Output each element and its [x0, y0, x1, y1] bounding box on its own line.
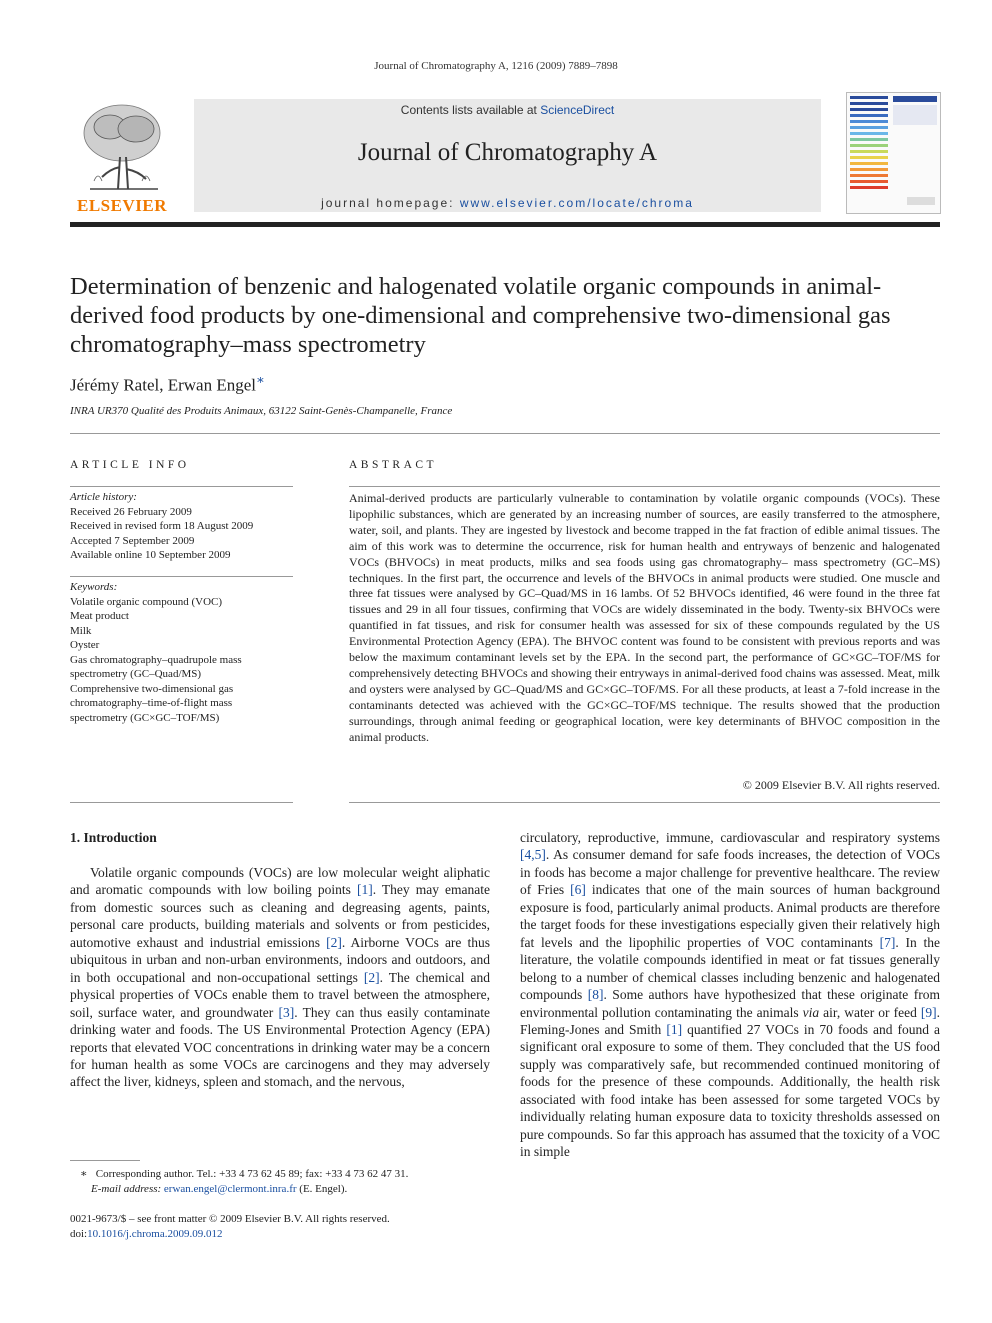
contents-prefix: Contents lists available at — [400, 103, 541, 117]
email-link[interactable]: erwan.engel@clermont.inra.fr — [163, 1182, 297, 1195]
article-title: Determination of benzenic and halogenated volatile organic compounds in animal-derived food products by one-dimensional and comprehensive two-dimensional gas chromatography–mass spectrometry — [70, 273, 891, 358]
keyword-list — [70, 595, 293, 726]
contents-line — [194, 103, 821, 117]
abstract-text: Animal-derived products are particularly vulnerable to contamination by volatile organic compounds (VOCs). These lipophilic substances, which are generated by an increasing number of sources, are easily transferred to the atmosphere, water, soil, and plants. They are ingested by livestock and become trapped in the fat fraction of edible animal tissues. The aim of this work was to determine the occurrence, risk for human health and entryways of benzenic and halogenated VOCs (BHVOCs) in meat products, milks and sea foods using gas chromatography– mass spectrometry (GC–MS) techniques. In the first part, the occurrence and levels of the BHVOCs in animal products were studied. One muscle and three fat tissues were analysed by GC–Quad/MS in 16 lambs. Of 52 BHVOCs identified, 46 were found in the three fat tissues and 29 in all four tissues, confirming that VOCs are widely disseminated in the body. Twenty-six BHVOCs were quantified in fat tissues, and risk for consumer health was assessed for six of these compounds regulated by the US Environmental Protection Agency (EPA). The BHVOC content was found to be consistent with previous reports and was below the maximum contaminant levels set by the EPA. In the second part, the performance of GC×GC–TOF/MS for comprehensively detecting BHVOCs and showing their entryways in animal-derived food chains was assessed. Meat, milk and oysters were analysed by GC–Quad/MS and GC×GC–TOF/MS. For all these products, at least a 7-fold increase in the contaminants detected was achieved with the GC×GC–TOF/MS technique. The results showed that the production surroundings, through animal feeding or geographical location, were key determinants of BHVOC composition in the animal products. — [349, 491, 940, 744]
article-history — [70, 490, 293, 563]
keywords-rule — [70, 576, 293, 577]
doi-label: doi: — [70, 1227, 88, 1240]
article-info-bottom-rule — [70, 802, 293, 803]
keyword-item: Meat product — [70, 610, 129, 622]
keyword-item: Milk — [70, 624, 92, 637]
section-heading-introduction: 1. Introduction — [70, 830, 157, 845]
article-info-rule — [70, 486, 293, 487]
citation-link[interactable]: [9] — [920, 1004, 937, 1020]
body-text: circulatory, reproductive, immune, cardiovascular and respiratory systems — [520, 830, 940, 845]
corresponding-footnote — [70, 1167, 510, 1182]
elsevier-wordmark: ELSEVIER — [77, 196, 167, 215]
article-info-heading: ARTICLE INFO — [70, 459, 190, 471]
email-suffix: (E. Engel). — [296, 1182, 348, 1195]
corresponding-text: Corresponding author. Tel.: +33 4 73 62 45 89; fax: +33 4 73 62 47 31. — [95, 1168, 409, 1180]
body-text: Volatile organic compounds (VOCs) are low molecular weight aliphatic and aromatic compounds with low boiling points — [70, 865, 490, 898]
doi-link[interactable]: 10.1016/j.chroma.2009.09.012 — [87, 1227, 223, 1240]
history-label: Article history: — [70, 491, 137, 503]
keyword-item: Volatile organic compound (VOC) — [70, 595, 223, 608]
body-text: . As consumer demand for safe foods increases, the detection of VOCs in foods has become a major challenge for preventive healthcare. The review of Fries — [520, 847, 940, 898]
citation-link[interactable]: [2] — [363, 969, 380, 985]
abstract-heading: ABSTRACT — [349, 459, 438, 471]
email-label: E-mail address: — [91, 1182, 162, 1195]
keyword-item: Comprehensive two-dimensional gas — [70, 682, 234, 695]
body-text: . They can thus easily contaminate drinking water and foods. The US Environmental Protection Agency (EPA) reports that elevated VOC concentrations in drinking water may be a concern for human health as some VOCs are carcinogens and they may adversely affect the liver, kidneys, spleen and stomach, and the nervous, — [70, 1004, 490, 1090]
affiliation: INRA UR370 Qualité des Produits Animaux, 63122 Saint-Genès-Champanelle, France — [70, 405, 453, 417]
footnote-rule — [70, 1160, 140, 1161]
keyword-item: chromatography–time-of-flight mass — [70, 697, 233, 709]
body-text: . Some authors have hypothesized that these originate from environmental pollution contaminating the animals — [520, 987, 940, 1020]
corresponding-author-mark[interactable]: ∗ — [256, 372, 265, 387]
journal-title: Journal of Chromatography A — [357, 139, 658, 166]
author-names: Jérémy Ratel, Erwan Engel — [70, 375, 256, 395]
body-text: indicates that one of the main sources of human background exposure is food, particularly animal products. Animal products are therefore the target foods for these investigations especially given their relatively high fat levels and the lipophilic properties of VOC contaminants — [520, 882, 940, 950]
history-item: Received in revised form 18 August 2009 — [70, 520, 254, 532]
keywords-block — [70, 580, 293, 725]
journal-homepage — [194, 196, 821, 210]
italic-text: via — [802, 1004, 820, 1020]
history-item: Available online 10 September 2009 — [70, 549, 231, 561]
body-text: . They may emanate from domestic sources such as cleaning and degreasing agents, paints, personal care products, building materials and solvents or from pesticides, automotive exhaust and industrial emissions — [70, 882, 490, 950]
body-text: air, water or feed — [819, 1004, 921, 1020]
citation-link[interactable]: [2] — [326, 934, 342, 950]
header-rule — [70, 222, 940, 227]
journal-cover-thumbnail — [846, 92, 941, 214]
citation-link[interactable]: [4,5] — [520, 847, 546, 863]
history-item: Accepted 7 September 2009 — [70, 534, 195, 547]
doi-line — [70, 1227, 570, 1242]
keyword-item: spectrometry (GC–Quad/MS) — [70, 668, 202, 680]
issn-line: 0021-9673/$ – see front matter © 2009 Elsevier B.V. All rights reserved. — [70, 1213, 390, 1225]
title-divider — [70, 433, 940, 434]
citation-link[interactable]: [8] — [587, 987, 604, 1003]
keyword-item: spectrometry (GC×GC–TOF/MS) — [70, 711, 220, 724]
history-item: Received 26 February 2009 — [70, 505, 192, 518]
body-text: . Airborne VOCs are thus ubiquitous in urban and non-urban environments, indoors and outdoors, and in both occupational and non-occupational settings — [70, 934, 490, 985]
keyword-item: Oyster — [70, 639, 100, 651]
intro-column-left — [70, 864, 490, 1091]
body-text: . Fleming-Jones and Smith — [520, 1004, 940, 1037]
history-list — [70, 505, 293, 563]
citation-link[interactable]: [3] — [278, 1004, 295, 1020]
sciencedirect-link[interactable]: ScienceDirect — [540, 103, 615, 117]
intro-column-right — [520, 829, 940, 1161]
citation-link[interactable]: [1] — [356, 882, 373, 898]
homepage-link[interactable]: www.elsevier.com/locate/chroma — [459, 196, 694, 210]
email-line — [70, 1182, 510, 1197]
keywords-label: Keywords: — [70, 581, 118, 593]
body-text: . In the literature, the volatile compounds identified in meat or fat tissues generally belong to a number of chemical classes including benzenic and halogenated compounds — [520, 934, 940, 1003]
citation-link[interactable]: [7] — [879, 934, 896, 950]
body-text: . The chemical and physical properties of VOCs enable them to travel between the atmosphere, soil, surface water, and groundwater — [70, 969, 490, 1020]
footnote-mark: ∗ — [80, 1168, 88, 1180]
footnote-block — [70, 1167, 510, 1196]
abstract-copyright: © 2009 Elsevier B.V. All rights reserved. — [742, 778, 940, 792]
journal-citation: Journal of Chromatography A, 1216 (2009) 7889–7898 — [374, 60, 618, 72]
citation-link[interactable]: [1] — [666, 1021, 683, 1037]
abstract-bottom-rule — [349, 802, 940, 803]
keyword-item: Gas chromatography–quadrupole mass — [70, 653, 242, 666]
authors — [70, 372, 670, 396]
abstract-rule — [349, 486, 940, 487]
homepage-prefix: journal homepage: — [321, 196, 460, 210]
front-matter — [70, 1212, 570, 1241]
body-text: quantified 27 VOCs in 70 foods and found a significant oral exposure to some of them. They concluded that the US food supply was comparatively safe, but recommended continued monitoring of foods for the presence of these compounds. Additionally, the health risk associated with food intake has been assessed for some targeted VOCs by individually relating human exposure data to toxicity thresholds assessed on pure compounds. So far this approach has assumed that the toxicity of a VOC in simple — [520, 1021, 941, 1160]
citation-link[interactable]: [6] — [570, 882, 586, 898]
